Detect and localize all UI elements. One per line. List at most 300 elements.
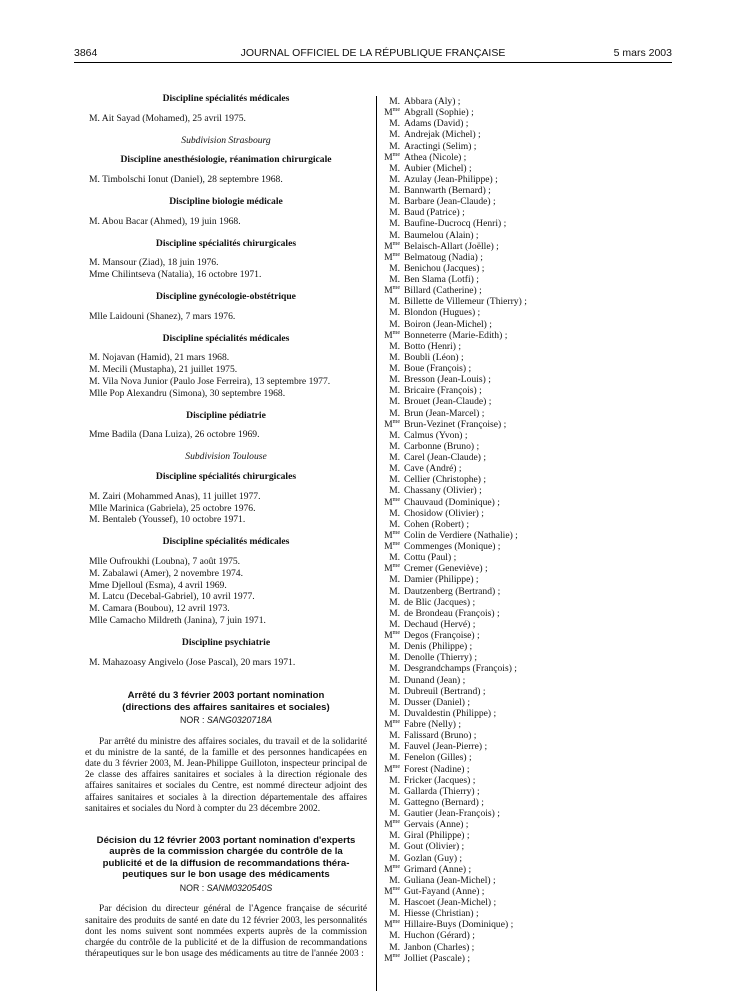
expert-row (382, 841, 672, 852)
civility-text: M. (389, 596, 400, 608)
expert-row (382, 819, 672, 830)
expert-name: Desgrandchamps (François) ; (404, 663, 517, 675)
expert-name: Abbara (Aly) ; (404, 96, 461, 107)
expert-row (382, 864, 672, 875)
expert-row (382, 775, 672, 786)
civility-text: M. (389, 363, 400, 374)
civility (382, 307, 400, 318)
expert-name: Damier (Philippe) ; (404, 574, 479, 586)
entry: Mlle Marinica (Gabriela), 25 octobre 1976. (89, 502, 256, 514)
nor-label: NOR : (179, 882, 207, 893)
civility (382, 185, 400, 196)
civility-text: M. (389, 707, 400, 719)
civility-text: M (384, 541, 393, 552)
expert-name: Gout (Olivier) ; (404, 841, 465, 853)
discipline-heading: Discipline psychiatrie (181, 636, 271, 648)
arrete-title-line: Arrêté du 3 février 2003 portant nomination (127, 690, 325, 702)
entry: M. Mansour (Ziad), 18 juin 1976. (89, 257, 219, 269)
expert-name: Andrejak (Michel) ; (404, 129, 481, 141)
expert-name: Huchon (Gérard) ; (404, 930, 475, 942)
expert-row (382, 663, 672, 674)
civility-text: M (384, 107, 393, 119)
expert-name: Colin de Verdiere (Nathalie) ; (404, 529, 518, 541)
civility-text: M. (389, 908, 400, 920)
expert-row (382, 307, 672, 318)
civility (382, 663, 400, 674)
civility-text: M (384, 630, 393, 641)
civility (382, 452, 400, 463)
expert-name: Giral (Philippe) ; (404, 830, 470, 842)
civility-text: M. (389, 96, 400, 107)
civility-text: M (384, 418, 393, 430)
expert-row (382, 285, 672, 296)
civility-text: M. (389, 518, 400, 530)
expert-name: Baud (Patrice) ; (404, 207, 465, 219)
civility-text: M. (389, 785, 400, 797)
civility-text: M (384, 919, 393, 931)
civility-text: M (384, 251, 393, 263)
civility-text: M. (389, 296, 400, 308)
expert-name: Brun-Vezinet (Françoise) ; (404, 418, 507, 430)
expert-row (382, 107, 672, 118)
entry-list (85, 257, 367, 281)
civility-suffix: me (392, 818, 400, 825)
civility (382, 775, 400, 786)
civility-suffix: me (392, 529, 400, 536)
expert-row (382, 508, 672, 519)
expert-row (382, 341, 672, 352)
civility-text: M. (389, 874, 400, 886)
civility-text: M (384, 151, 393, 163)
entry-list (85, 657, 367, 669)
civility (382, 196, 400, 207)
expert-name: Bresson (Jean-Louis) ; (404, 374, 491, 386)
expert-row (382, 252, 672, 263)
expert-name: Fenelon (Gilles) ; (404, 752, 472, 764)
civility (382, 552, 400, 563)
entry: M. Vila Nova Junior (Paulo Jose Ferreira), 13 septembre 1977. (89, 375, 331, 387)
expert-row (382, 652, 672, 663)
discipline-heading: Discipline spécialités médicales (162, 93, 290, 104)
civility (382, 819, 400, 830)
entry: M. Timbolschi Ionut (Daniel), 28 septembre 1968. (89, 174, 283, 186)
expert-name: Guliana (Jean-Michel) ; (404, 874, 496, 886)
civility-suffix: me (392, 240, 400, 247)
civility-text: M. (389, 852, 400, 864)
expert-row (382, 118, 672, 129)
civility-text: M. (389, 318, 400, 330)
nor-label: NOR : (180, 714, 207, 725)
civility-text: M. (389, 674, 400, 686)
expert-name: Azulay (Jean-Philippe) ; (404, 173, 498, 185)
expert-name: Chauvaud (Dominique) ; (404, 496, 500, 508)
civility-text: M. (389, 274, 400, 285)
civility (382, 841, 400, 852)
civility-suffix: me (392, 563, 400, 570)
entry: Mlle Camacho Mildreth (Janina), 7 juin 1971. (89, 614, 266, 626)
expert-row (382, 408, 672, 419)
civility (382, 508, 400, 519)
expert-name: Cave (André) ; (404, 463, 462, 475)
expert-name: Dubreuil (Bertrand) ; (404, 685, 486, 697)
civility-text: M. (389, 941, 400, 953)
expert-row (382, 274, 672, 285)
civility (382, 786, 400, 797)
expert-name: Carel (Jean-Claude) ; (404, 452, 487, 463)
civility (382, 163, 400, 174)
expert-row (382, 853, 672, 864)
civility (382, 597, 400, 608)
expert-row (382, 619, 672, 630)
expert-name: Falissard (Bruno) ; (404, 730, 477, 742)
entry-list (85, 174, 367, 186)
civility-suffix: me (392, 418, 400, 425)
expert-row (382, 374, 672, 385)
civility (382, 875, 400, 886)
entry-list (85, 429, 367, 441)
expert-row (382, 942, 672, 953)
expert-row (382, 485, 672, 496)
civility-suffix: me (392, 919, 400, 926)
expert-row (382, 296, 672, 307)
expert-name: Ben Slama (Lotfi) ; (404, 274, 479, 285)
civility (382, 497, 400, 508)
civility-text: M. (389, 307, 400, 319)
civility-text: M. (389, 607, 400, 619)
issue-date: 5 mars 2003 (613, 47, 672, 59)
civility (382, 363, 400, 374)
expert-row (382, 919, 672, 930)
expert-row (382, 719, 672, 730)
civility-text: M (384, 329, 393, 341)
decision-title (85, 835, 367, 881)
civility-text: M. (389, 385, 400, 397)
civility (382, 330, 400, 341)
expert-row (382, 241, 672, 252)
civility (382, 296, 400, 307)
entry: Mlle Pop Alexandru (Simona), 30 septembre 1968. (89, 387, 286, 399)
civility (382, 519, 400, 530)
expert-row (382, 675, 672, 686)
civility (382, 385, 400, 396)
decision-nor (85, 883, 367, 895)
expert-name: Commenges (Monique) ; (404, 541, 501, 552)
civility-suffix: me (392, 952, 400, 959)
decision-title-line: Décision du 12 février 2003 portant nomination d'experts (96, 834, 356, 846)
civility (382, 463, 400, 474)
civility (382, 107, 400, 118)
expert-row (382, 741, 672, 752)
expert-name: Dunand (Jean) ; (404, 674, 466, 686)
expert-name: Gut-Fayand (Anne) ; (404, 885, 485, 897)
expert-name: Grimard (Anne) ; (404, 863, 472, 875)
left-column (85, 93, 367, 960)
expert-name: Dusser (Daniel) ; (404, 696, 471, 708)
civility (382, 352, 400, 363)
expert-name: Gozlan (Guy) ; (404, 852, 463, 864)
expert-row (382, 497, 672, 508)
discipline-heading: Discipline biologie médicale (169, 195, 283, 207)
entry: M. Camara (Boubou), 12 avril 1973. (89, 603, 230, 615)
civility-text: M (384, 496, 393, 508)
entry: Mme Djelloul (Esma), 4 avril 1969. (89, 579, 227, 591)
civility (382, 396, 400, 407)
expert-name: Janbon (Charles) ; (404, 941, 475, 953)
decision-title-line: auprès de la commission chargée du contrôle de la (109, 846, 343, 858)
civility (382, 619, 400, 630)
entry: M. Mecili (Mustapha), 21 juillet 1975. (89, 364, 238, 376)
expert-row (382, 474, 672, 485)
civility-suffix: me (392, 284, 400, 291)
expert-row (382, 218, 672, 229)
discipline-heading: Discipline spécialités médicales (162, 332, 290, 344)
expert-name: Boue (François) ; (404, 363, 472, 374)
entry: M. Nojavan (Hamid), 21 mars 1968. (89, 352, 230, 364)
civility (382, 830, 400, 841)
civility (382, 574, 400, 585)
civility (382, 319, 400, 330)
expert-name: Baufine-Ducrocq (Henri) ; (404, 218, 507, 230)
expert-name: Duvaldestin (Philippe) ; (404, 707, 497, 719)
civility-text: M. (389, 162, 400, 174)
civility-suffix: me (392, 885, 400, 892)
expert-row (382, 141, 672, 152)
civility (382, 485, 400, 496)
page-number: 3864 (74, 47, 98, 59)
expert-row (382, 319, 672, 330)
civility-suffix: me (392, 540, 400, 547)
civility (382, 408, 400, 419)
civility-text: M. (389, 696, 400, 708)
expert-row (382, 129, 672, 140)
expert-name: Calmus (Yvon) ; (404, 429, 468, 441)
expert-name: Abgrall (Sophie) ; (404, 107, 474, 119)
expert-name: Botto (Henri) ; (404, 340, 462, 352)
civility-text: M. (389, 930, 400, 942)
civility-text: M. (389, 229, 400, 241)
civility-text: M. (389, 741, 400, 753)
arrete-title (85, 690, 367, 712)
civility-suffix: me (392, 251, 400, 258)
civility-text: M. (389, 429, 400, 441)
civility (382, 930, 400, 941)
arrete-title-line: (directions des affaires sanitaires et sociales) (122, 701, 330, 713)
entry-list (85, 216, 367, 228)
expert-row (382, 519, 672, 530)
civility (382, 218, 400, 229)
expert-row (382, 541, 672, 552)
subdivision-heading: Subdivision Toulouse (185, 451, 267, 463)
nor-code: SANG0320718A (206, 714, 272, 725)
expert-name: Forest (Nadine) ; (404, 763, 470, 775)
expert-name: Fauvel (Jean-Pierre) ; (404, 741, 488, 753)
expert-row (382, 430, 672, 441)
expert-name: Brun (Jean-Marcel) ; (404, 407, 485, 419)
expert-row (382, 886, 672, 897)
expert-name: de Blic (Jacques) ; (404, 596, 476, 608)
civility-text: M. (389, 507, 400, 519)
entry-list (85, 113, 367, 125)
expert-name: Denis (Philippe) ; (404, 641, 473, 653)
civility (382, 741, 400, 752)
expert-row (382, 441, 672, 452)
civility-text: M. (389, 641, 400, 653)
entry: M. Zairi (Mohammed Anas), 11 juillet 1977. (89, 490, 261, 502)
expert-name: Bonneterre (Marie-Edith) ; (404, 329, 508, 341)
civility-text: M. (389, 129, 400, 141)
expert-name: Hillaire-Buys (Dominique) ; (404, 919, 514, 931)
civility-text: M. (389, 374, 400, 386)
expert-name: Gautier (Jean-François) ; (404, 808, 500, 819)
expert-name: Barbare (Jean-Claude) ; (404, 196, 496, 208)
civility-text: M. (389, 118, 400, 130)
expert-row (382, 686, 672, 697)
expert-name: Denolle (Thierry) ; (404, 652, 477, 664)
expert-row (382, 152, 672, 163)
civility-text: M. (389, 351, 400, 363)
entry: Mme Badila (Dana Luiza), 26 octobre 1969. (89, 429, 260, 441)
civility-text: M. (389, 396, 400, 408)
expert-row (382, 897, 672, 908)
expert-row (382, 207, 672, 218)
civility (382, 374, 400, 385)
civility-suffix: me (392, 496, 400, 503)
expert-name: Billard (Catherine) ; (404, 285, 482, 297)
entry: M. Ait Sayad (Mohamed), 25 avril 1975. (89, 112, 246, 124)
civility (382, 919, 400, 930)
expert-row (382, 608, 672, 619)
entry: M. Latcu (Decebal-Gabriel), 10 avril 1977. (89, 591, 255, 603)
expert-row (382, 396, 672, 407)
expert-row (382, 230, 672, 241)
civility-text: M. (389, 185, 400, 196)
civility-text: M. (389, 218, 400, 230)
expert-name: Dautzenberg (Bertrand) ; (404, 585, 501, 597)
expert-name: Bricaire (François) ; (404, 385, 482, 397)
civility-text: M. (389, 796, 400, 808)
expert-row (382, 196, 672, 207)
entry-list (85, 311, 367, 323)
expert-row (382, 953, 672, 964)
civility-text: M. (389, 774, 400, 786)
expert-name: Baumelou (Alain) ; (404, 229, 479, 241)
expert-row (382, 797, 672, 808)
civility (382, 207, 400, 218)
expert-row (382, 163, 672, 174)
expert-name: Boubli (Léon) ; (404, 351, 464, 363)
experts-list (382, 96, 672, 964)
civility (382, 152, 400, 163)
civility (382, 563, 400, 574)
civility (382, 908, 400, 919)
expert-name: Belmatoug (Nadia) ; (404, 251, 483, 263)
civility (382, 652, 400, 663)
expert-name: Bannwarth (Bernard) ; (404, 185, 491, 196)
discipline-heading: Discipline gynécologie-obstétrique (156, 290, 296, 302)
civility-suffix: me (392, 329, 400, 336)
expert-name: Aractingi (Selim) ; (404, 140, 477, 152)
civility-text: M (384, 285, 393, 297)
expert-name: Hascoet (Jean-Michel) ; (404, 897, 497, 908)
civility (382, 797, 400, 808)
expert-row (382, 630, 672, 641)
expert-name: Fricker (Jacques) ; (404, 774, 476, 786)
expert-row (382, 697, 672, 708)
civility (382, 730, 400, 741)
expert-name: Cremer (Geneviève) ; (404, 563, 488, 575)
entry-list (85, 491, 367, 526)
civility (382, 864, 400, 875)
civility (382, 808, 400, 819)
entry: M. Mahazoasy Angivelo (Jose Pascal), 20 mars 1971. (89, 656, 296, 668)
civility-text: M. (389, 830, 400, 842)
civility-suffix: me (392, 106, 400, 113)
civility (382, 129, 400, 140)
civility (382, 697, 400, 708)
entry: M. Abou Bacar (Ahmed), 19 juin 1968. (89, 215, 241, 227)
civility (382, 430, 400, 441)
expert-name: Chosidow (Olivier) ; (404, 507, 484, 519)
subdivision-heading: Subdivision Strasbourg (181, 134, 271, 146)
civility-text: M. (389, 173, 400, 185)
expert-row (382, 419, 672, 430)
civility-text: M. (389, 752, 400, 764)
civility-text: M (384, 719, 393, 730)
civility (382, 230, 400, 241)
civility-text: M. (389, 262, 400, 274)
expert-row (382, 330, 672, 341)
discipline-heading: Discipline spécialités chirurgicales (155, 237, 297, 249)
expert-name: Boiron (Jean-Michel) ; (404, 318, 492, 330)
civility-text: M. (389, 452, 400, 463)
civility (382, 641, 400, 652)
civility-text: M. (389, 474, 400, 486)
expert-name: Chassany (Olivier) ; (404, 485, 482, 497)
civility-text: M. (389, 196, 400, 208)
civility (382, 675, 400, 686)
civility-suffix: me (392, 763, 400, 770)
expert-name: Degos (Françoise) ; (404, 630, 480, 641)
civility (382, 708, 400, 719)
expert-row (382, 452, 672, 463)
civility-text: M. (389, 663, 400, 675)
expert-row (382, 641, 672, 652)
expert-row (382, 530, 672, 541)
arrete-nor (85, 715, 367, 727)
discipline-heading: Discipline spécialités chirurgicales (155, 470, 297, 482)
expert-row (382, 908, 672, 919)
civility (382, 274, 400, 285)
civility-text: M. (389, 463, 400, 475)
civility-text: M (384, 763, 393, 775)
civility-text: M. (389, 574, 400, 586)
civility-text: M. (389, 407, 400, 419)
civility-text: M (384, 885, 393, 897)
civility (382, 886, 400, 897)
civility (382, 752, 400, 763)
discipline-heading: Discipline anesthésiologie, réanimation chirurgicale (120, 154, 332, 166)
expert-row (382, 930, 672, 941)
expert-name: Cohen (Robert) ; (404, 518, 470, 530)
expert-name: Cellier (Christophe) ; (404, 474, 487, 486)
entry: M. Zabalawi (Amer), 2 novembre 1974. (89, 567, 243, 579)
expert-row (382, 563, 672, 574)
expert-row (382, 552, 672, 563)
nor-code: SANM0320540S (206, 882, 273, 893)
expert-row (382, 174, 672, 185)
expert-row (382, 786, 672, 797)
civility-text: M. (389, 585, 400, 597)
